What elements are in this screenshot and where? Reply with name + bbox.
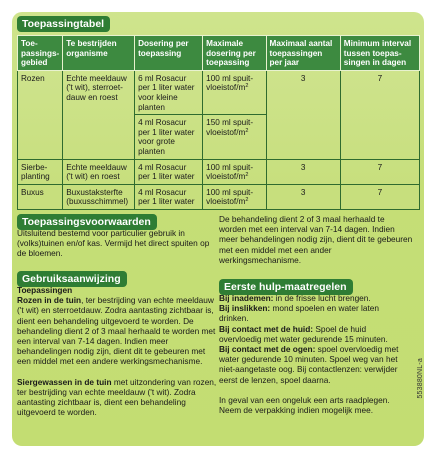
firstaid-swallow: Bij inslikken: mond spoelen en water laten drinken. xyxy=(219,303,380,324)
cell-max-dose: 100 ml spuit-$vloeistof/m^2$ xyxy=(203,184,266,209)
table-row xyxy=(18,184,420,209)
cell-interval: 7 xyxy=(340,184,419,209)
usage-paragraph-roses: Rozen in de tuin, ter bestrijding van echte meeldauw ('t wit) en sterroetdauw. Zodra aantasting zichtbaar is, dient een behandeling uitgevoerd te worden. De behandeling dient 2 of 3 maal herhaald te worden met een interval van 7-14 dagen. Indien meer behandelingen nodig zijn, dient dit te gebeuren met een middel met een andere werkingsmechanisme. xyxy=(17,295,216,367)
firstaid-heading: Eerste hulp-maatregelen xyxy=(219,279,353,295)
table-header-row xyxy=(18,36,420,71)
cell-organism: Buxustaksterfte (buxusschimmel) xyxy=(63,184,135,209)
cell-dose: 4 ml Rosacur per 1 liter water voor grote planten xyxy=(135,115,203,159)
col-header-max-count: Maximaal aantal toepassingen per jaar xyxy=(266,36,340,71)
label-panel xyxy=(12,12,424,446)
usage-section xyxy=(17,285,220,417)
col-header-organism: Te bestrijden organisme xyxy=(63,36,135,71)
table-row xyxy=(18,70,420,114)
cell-dose: 4 ml Rosacur per 1 liter water xyxy=(135,184,203,209)
cell-dose: 4 ml Rosacur per 1 liter water xyxy=(135,159,203,184)
firstaid-section xyxy=(219,293,409,415)
cell-interval: 7 xyxy=(340,159,419,184)
col-header-area: Toe-passings-gebied xyxy=(18,36,63,71)
cell-max-dose: 150 ml spuit-$vloeistof/m^2$ xyxy=(203,115,266,159)
cell-organism: Echte meeldauw ('t wit) en roest xyxy=(63,159,135,184)
conditions-heading: Toepassingsvoorwaarden xyxy=(17,214,157,230)
col-header-interval: Minimum interval tussen toepas-singen in dagen xyxy=(340,36,419,71)
product-code: 553880NL-a xyxy=(417,358,424,399)
conditions-text: Uitsluitend bestemd voor particulier gebruik in (volks)tuinen en/of kas. Vermijd het direct spuiten op de bloemen. xyxy=(17,228,210,259)
col-header-dose: Dosering per toepassing xyxy=(135,36,203,71)
firstaid-eyes: Bij contact met de ogen: spoel overvloedig met water gedurende 10 minuten. Spoel weg van het niet-aangetaste oog. Bij contactlenzen: verwijder eerst de lenzen, spoel daarna. xyxy=(219,344,399,385)
firstaid-closing: In geval van een ongeluk een arts raadplegen. Neem de verpakking indien mogelijk mee. xyxy=(219,394,390,416)
col-header-max-dose: Maximale dosering per toepassing xyxy=(203,36,266,71)
repeat-treatment-text: De behandeling dient 2 of 3 maal herhaald te worden met een interval van 7-14 dagen. Indien meer behandelingen nodig zijn, dient dit te gebeuren met een middel met een ander werkingsmechanisme. xyxy=(219,214,413,265)
table-heading: Toepassingtabel xyxy=(17,16,110,32)
cell-max-dose: 100 ml spuit-$vloeistof/m^2$ xyxy=(203,70,266,114)
application-table xyxy=(17,35,420,210)
table-row xyxy=(18,159,420,184)
cell-area: Rozen xyxy=(18,70,63,159)
cell-count: 3 xyxy=(266,70,340,159)
firstaid-inhale: Bij inademen: in de frisse lucht brengen. xyxy=(219,293,371,303)
usage-subtitle: Toepassingen xyxy=(17,285,73,295)
cell-max-dose: 100 ml spuit-$vloeistof/m^2$ xyxy=(203,159,266,184)
usage-paragraph-ornamentals: Siergewassen in de tuin met uitzondering van rozen, ter bestrijding van echte meeldauw ('t wit). Zodra aantasting zichtbaar is, dient een behandeling uitgevoerd te worden. xyxy=(17,376,217,418)
cell-organism: Echte meeldauw ('t wit), sterroet-dauw en roest xyxy=(63,70,135,159)
cell-area: Buxus xyxy=(18,184,63,209)
cell-count: 3 xyxy=(266,184,340,209)
cell-dose: 6 ml Rosacur per 1 liter water voor kleine planten xyxy=(135,70,203,114)
cell-interval: 7 xyxy=(340,70,419,159)
usage-heading: Gebruiksaanwijzing xyxy=(17,271,127,287)
firstaid-skin: Bij contact met de huid: Spoel de huid overvloedig met water gedurende 15 minuten. xyxy=(219,323,388,344)
cell-area: Sierbe-planting xyxy=(18,159,63,184)
cell-count: 3 xyxy=(266,159,340,184)
